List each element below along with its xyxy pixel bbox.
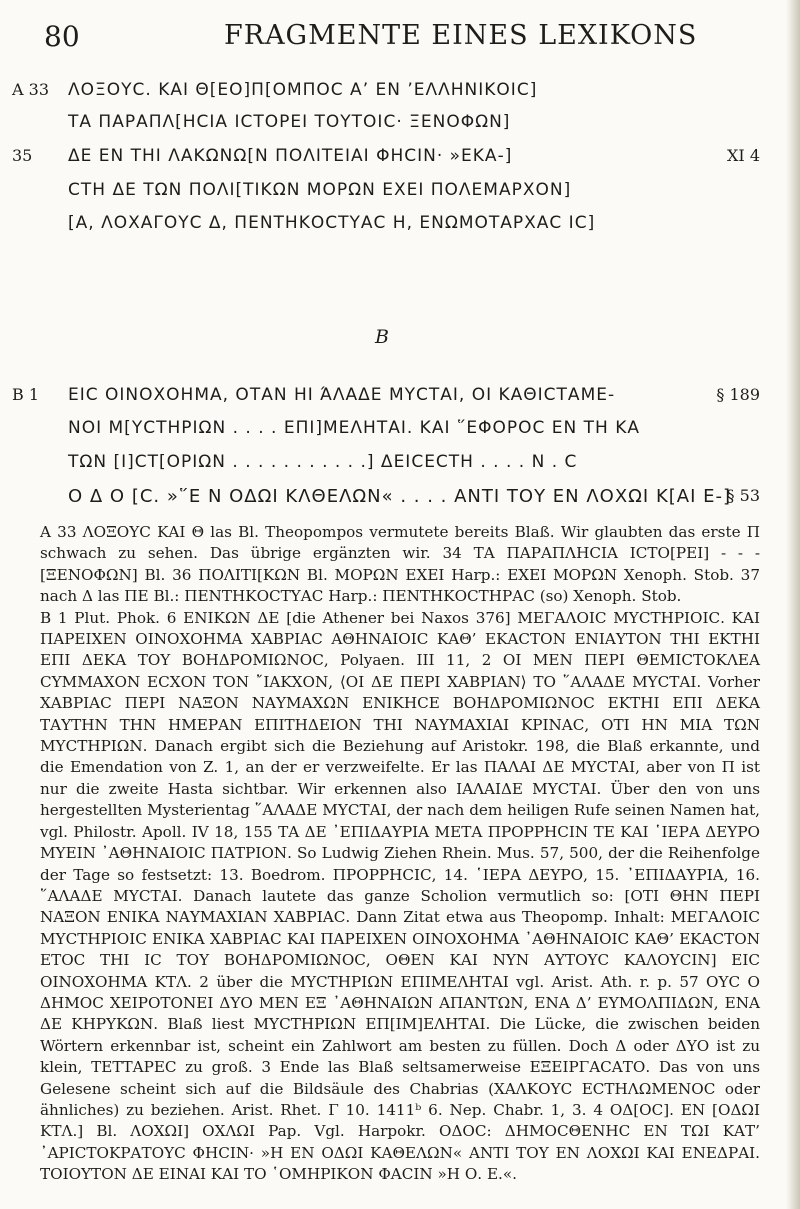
papyrus-line: ΔΕ ΕΝ ΤΗΙ ΛΑΚΩΝΩ[Ν ΠΟΛΙΤΕΙΑΙ ΦΗϹΙΝ· »ΕΚΑ-] bbox=[68, 146, 513, 166]
line-number: B 1 bbox=[12, 385, 40, 404]
papyrus-line: ϹΤΗ ΔΕ ΤΩΝ ΠΟΛΙ[ΤΙΚΩΝ ΜΟΡΩΝ ΕΧΕΙ ΠΟΛΕΜΑΡΧΟΝ] bbox=[68, 180, 572, 200]
papyrus-line: ΤΑ ΠΑΡΑΠΛ[ΗϹΙΑ ΙϹΤΟΡΕΙ ΤΟΥΤΟΙϹ· ΞΕΝΟΦΩΝ] bbox=[68, 112, 511, 132]
page-number: 80 bbox=[44, 20, 80, 53]
papyrus-line: [Α, ΛΟΧΑΓΟΥϹ Δ, ΠΕΝΤΗΚΟϹΤΥΑϹ Η, ΕΝΩΜΟΤΑΡΧΑϹ ΙϹ] bbox=[68, 213, 596, 233]
line-number: 35 bbox=[12, 146, 33, 165]
papyrus-line: ΛΟΞΟΥϹ. ΚΑΙ Θ[ΕΟ]Π[ΟΜΠΟϹ Α’ ΕΝ ’ΕΛΛΗΝΙΚΟΙϹ] bbox=[68, 80, 538, 100]
commentary-paragraph: B 1 Plut. Phok. 6 ΕΝΙΚΩΝ ΔΕ [die Athener bei Naxos 376] ΜΕΓΑΛΟΙϹ ΜΥϹΤΗΡΙΟΙϹ. ΚΑΙ ΠΑΡΕΙΧΕΝ ΟΙΝΟΧΟΗΜΑ ΧΑΒΡΙΑϹ ΑΘΗΝΑΙΟΙϹ ΚΑΘ’ ΕΚΑϹΤΟΝ ΕΝΙΑΥΤΟΝ ΤΗΙ ΕΚΤΗΙ ΕΠΙ ΔΕΚΑ ΤΟΥ ΒΟΗΔΡΟΜΙΩΝΟϹ, Polyaen. III 11, 2 ΟΙ ΜΕΝ ΠΕΡΙ ΘΕΜΙϹΤΟΚΛΕΑ ϹΥΜΜΑΧΟΝ ΕϹΧΟΝ ΤΟΝ ῎ΙΑΚΧΟΝ, ⟨ΟΙ ΔΕ ΠΕΡΙ ΧΑΒΡΙΑΝ⟩ ΤΟ ῞ΑΛΑΔΕ ΜΥϹΤΑΙ. Vorher ΧΑΒΡΙΑϹ ΠΕΡΙ ΝΑΞΟΝ ΝΑΥΜΑΧΩΝ ΕΝΙΚΗϹΕ ΒΟΗΔΡΟΜΙΩΝΟϹ ΕΚΤΗΙ ΕΠΙ ΔΕΚΑ ΤΑΥΤΗΝ ΤΗΝ ΗΜΕΡΑΝ ΕΠΙΤΗΔΕΙΟΝ ΤΗΙ ΝΑΥΜΑΧΙΑΙ ΚΡΙΝΑϹ, ΟΤΙ ΗΝ ΜΙΑ ΤΩΝ ΜΥϹΤΗΡΙΩΝ. Danach ergibt sich die Beziehung auf Aristokr. 198, die Blaß erkannte, und die Emendation von Z. 1, an der er verzweifelte. Er las ΠΑΛΑΙ ΔΕ ΜΥϹΤΑΙ, aber von Π ist nur die zweite Hasta sichtbar. Wir erkennen also ΙΑΛΑΙΔΕ ΜΥϹΤΑΙ. Über den von uns hergestellten Mysterientag ῞ΑΛΑΔΕ ΜΥϹΤΑΙ, der nach dem heiligen Rufe seinen Namen hat, vgl. Philostr. Apoll. IV 18, 155 ΤΑ ΔΕ ᾿ΕΠΙΔΑΥΡΙΑ ΜΕΤΑ ΠΡΟΡΡΗϹΙΝ ΤΕ ΚΑΙ ῾ΙΕΡΑ ΔΕΥΡΟ ΜΥΕΙΝ ᾿ΑΘΗΝΑΙΟΙϹ ΠΑΤΡΙΟΝ. So Ludwig Ziehen Rhein. Mus. 57, 500, der die Reihenfolge der Tage so festsetzt: 13. Boedrom. ΠΡΟΡΡΗϹΙϹ, 14. ῾ΙΕΡΑ ΔΕΥΡΟ, 15. ᾿ΕΠΙΔΑΥΡΙΑ, 16. ῞ΑΛΑΔΕ ΜΥϹΤΑΙ. Danach lautete das ganze Scholion vermutlich so: [ΟΤΙ ΘΗΝ ΠΕΡΙ ΝΑΞΟΝ ΕΝΙΚΑ ΝΑΥΜΑΧΙΑΝ ΧΑΒΡΙΑϹ. Dann Zitat etwa aus Theopomp. Inhalt: ΜΕΓΑΛΟΙϹ ΜΥϹΤΗΡΙΟΙϹ ΕΝΙΚΑ ΧΑΒΡΙΑϹ ΚΑΙ ΠΑΡΕΙΧΕΝ ΟΙΝΟΧΟΗΜΑ ᾿ΑΘΗΝΑΙΟΙϹ ΚΑΘ’ ΕΚΑϹΤΟΝ ΕΤΟϹ ΤΗΙ ΙϹ ΤΟΥ ΒΟΗΔΡΟΜΙΩΝΟϹ, ΟΘΕΝ ΚΑΙ ΝΥΝ ΑΥΤΟΥϹ ΚΑΛΟΥϹΙΝ] ΕΙϹ ΟΙΝΟΧΟΗΜΑ ΚΤΛ. 2 über die ΜΥϹΤΗΡΙΩΝ ΕΠΙΜΕΛΗΤΑΙ vgl. Arist. Ath. r. p. 57 ΟΥϹ Ο ΔΗΜΟϹ ΧΕΙΡΟΤΟΝΕΙ ΔΥΟ ΜΕΝ ΕΞ ᾿ΑΘΗΝΑΙΩΝ ΑΠΑΝΤΩΝ, ΕΝΑ Δ’ ΕΥΜΟΛΠΙΔΩΝ, ΕΝΑ ΔΕ ΚΗΡΥΚΩΝ. Blaß liest ΜΥϹΤΗΡΙΩΝ ΕΠ[ΙΜ]ΕΛΗΤΑΙ. Die Lücke, die zwischen beiden Wörtern erkennbar ist, scheint ein Zahlwort am besten zu füllen. Doch Δ oder ΔΥΟ ist zu klein, ΤΕΤΤΑΡΕϹ zu groß. 3 Ende las Blaß seltsamerweise ΕΞΕΙΡΓΑϹΑΤΟ. Das von uns Gelesene scheint sich auf die Bildsäule des Chabrias (ΧΑΛΚΟΥϹ ΕϹΤΗΛΩΜΕΝΟϹ oder ähnliches) zu beziehen. Arist. Rhet. Γ 10. 1411ᵇ 6. Nep. Chabr. 1, 3. 4 ΟΔ[ΟϹ]. ΕΝ [ΟΔΩΙ ΚΤΛ.] Bl. ΛΟΧΩΙ] ΟΧΛΩΙ Pap. Vgl. Harpokr. ΟΔΟϹ: ΔΗΜΟϹΘΕΝΗϹ ΕΝ ΤΩΙ ΚΑΤ’ ᾿ΑΡΙϹΤΟΚΡΑΤΟΥϹ ΦΗϹΙΝ· »Η ΕΝ ΟΔΩΙ ΚΑΘΕΛΩΝ« ΑΝΤΙ ΤΟΥ ΕΝ ΛΟΧΩΙ ΚΑΙ ΕΝΕΔΡΑΙ. ΤΟΙΟΥΤΟΝ ΔΕ ΕΙΝΑΙ ΚΑΙ ΤΟ ῾ΟΜΗΡΙΚΟΝ ΦΑϹΙΝ »Η Ο. Ε.«. bbox=[40, 608, 760, 1184]
page-header bbox=[44, 20, 744, 60]
line-reference: § 53 bbox=[726, 486, 760, 505]
section-label: B bbox=[375, 326, 389, 348]
line-reference: XI 4 bbox=[727, 146, 760, 165]
running-title: FRAGMENTE EINES LEXIKONS bbox=[224, 20, 698, 51]
papyrus-line: ΝΟΙ Μ[ΥϹΤΗΡΙΩΝ . . . . ΕΠΙ]ΜΕΛΗΤΑΙ. ΚΑΙ ῞ΕΦΟΡΟϹ ΕΝ ΤΗ ΚΑ bbox=[68, 418, 640, 438]
page-edge bbox=[786, 0, 800, 1209]
papyrus-line: Ο Δ Ο [Ϲ. »῞Ε Ν ΟΔΩΙ ΚΛΘΕΛΩΝ« . . . . ΑΝΤΙ ΤΟΥ ΕΝ ΛΟΧΩΙ Κ[ΑΙ Ε-] bbox=[68, 486, 732, 507]
papyrus-line: ΤΩΝ [Ι]ϹΤ[ΟΡΙΩΝ . . . . . . . . . . .] ΔΕΙϹΕϹΤΗ . . . . Ν . Ϲ bbox=[68, 452, 578, 472]
line-reference: § 189 bbox=[716, 385, 760, 404]
papyrus-line: ΕΙϹ ΟΙΝΟΧΟΗΜΑ, ΟΤΑΝ ΗΙ ΆΛΑΔΕ ΜΥϹΤΑΙ, ΟΙ ΚΑΘΙϹΤΑΜΕ- bbox=[68, 385, 616, 405]
line-number: A 33 bbox=[12, 80, 49, 99]
commentary-paragraph: A 33 ΛΟΞΟΥϹ ΚΑΙ Θ las Bl. Theopompos vermutete bereits Blaß. Wir glaubten das erste Π schwach zu sehen. Das übrige ergänzten wir. 34 ΤΑ ΠΑΡΑΠΛΗϹΙΑ ΙϹΤΟ[ΡΕΙ] - - - [ΞΕΝΟΦΩΝ] Bl. 36 ΠΟΛΙΤΙ[ΚΩΝ Bl. ΜΟΡΩΝ ΕΧΕΙ Harp.: ΕΧΕΙ ΜΟΡΩΝ Xenoph. Stob. 37 nach Δ las ΠΕ Bl.: ΠΕΝΤΗΚΟϹΤΥΑϹ Harp.: ΠΕΝΤΗΚΟϹΤΗΡΑϹ (so) Xenoph. Stob. bbox=[40, 523, 760, 606]
commentary bbox=[40, 522, 760, 1186]
